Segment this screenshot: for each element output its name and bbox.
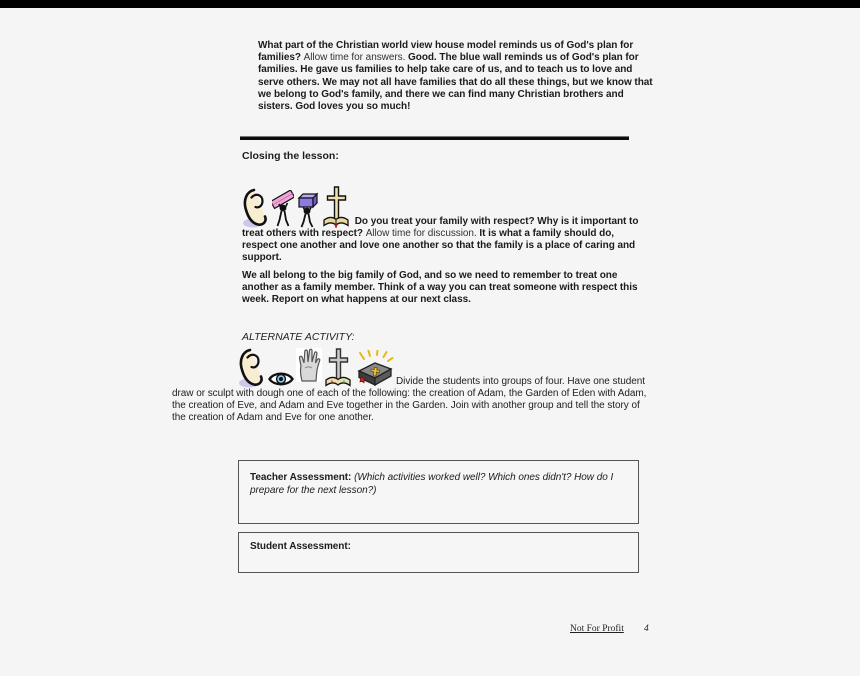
footer-imprint: Not For Profit — [570, 624, 624, 634]
top-black-bar — [0, 0, 860, 8]
alternate-activity-heading: ALTERNATE ACTIVITY: — [242, 331, 355, 343]
teacher-assessment-label: Teacher Assessment: — [250, 472, 355, 483]
closing-question: Do you treat your family with respect? Why is it important to treat others with respect? — [242, 215, 639, 239]
ear-icon — [238, 348, 266, 388]
cross-on-open-book-icon — [322, 186, 350, 228]
eye-icon — [268, 370, 294, 388]
alternate-activity-paragraph — [172, 348, 653, 425]
intro-question: What part of the Christian world view house model reminds us of God's plan for families? — [258, 40, 634, 64]
page-number: 4 — [644, 624, 649, 634]
teacher-assessment-note: (Which activities worked well? Which ones didn't? How do I prepare for the next lesson?) — [250, 472, 614, 496]
closing-paragraph-2: We all belong to the big family of God, and so we need to remember to treat one another as a family member. Think of a way you can treat someone with respect this week. Report on what happens at our next class. — [242, 270, 638, 306]
glowing-bible-icon — [354, 350, 394, 390]
alternate-icon-row — [238, 376, 396, 387]
intro-answer: Good. The blue wall reminds us of God's plan for families. He gave us families to help take care of us, and to teach us to love and serve others. We may not all have families that do all these things, but we know that we belong to God's family, and there we can find many Christian brothers and sisters. God loves you so much! — [258, 52, 653, 113]
teacher-assessment-text — [250, 472, 627, 497]
teacher-assessment-box — [238, 460, 639, 524]
student-assessment-label: Student Assessment: — [250, 541, 351, 552]
student-carrying-blue-book-icon — [296, 190, 320, 228]
intro-stage-direction: Allow time for answers. — [303, 52, 409, 64]
cross-on-open-book-icon — [324, 348, 352, 388]
closing-answer: It is what a family should do, respect one another and love one another so that the family is a place of caring and support. — [242, 228, 636, 264]
ear-icon — [242, 188, 270, 228]
alternate-activity-text: Divide the students into groups of four. Have one student draw or sculpt with dough one of each of the following: the creation of Adam, the Garden of Eden with Adam, the creation of Eve, and Adam and Eve together in the Garden. Join with another group and tell the story of the creation of Adam and Eve for one another. — [172, 375, 647, 424]
hand-icon — [296, 348, 322, 382]
student-carrying-pink-book-icon — [272, 190, 294, 228]
closing-icon-row — [242, 216, 352, 227]
intro-paragraph — [258, 40, 657, 113]
closing-stage-direction: Allow time for discussion. — [365, 228, 480, 239]
footer — [570, 624, 624, 634]
section-divider — [240, 136, 629, 140]
closing-paragraph-1 — [242, 186, 643, 265]
closing-heading: Closing the lesson: — [242, 150, 339, 162]
student-assessment-box — [238, 532, 639, 573]
